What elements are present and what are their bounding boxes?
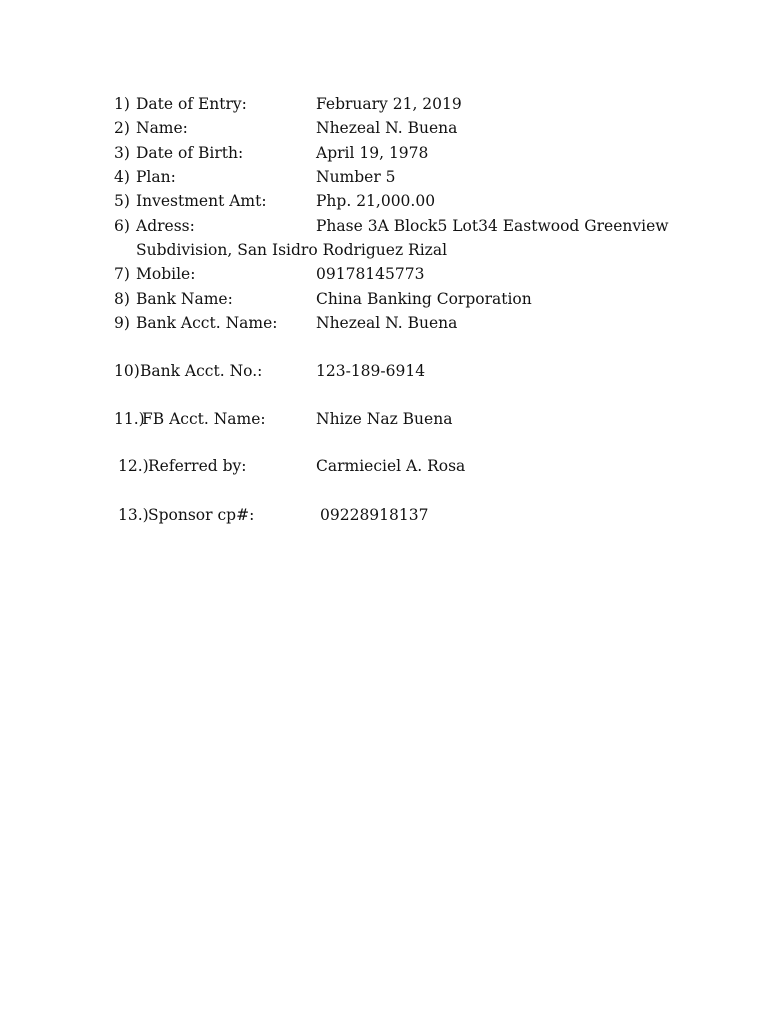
row-number: 7) bbox=[114, 265, 130, 283]
row-label: Mobile: bbox=[136, 265, 196, 283]
row-label: Referred by: bbox=[148, 457, 247, 475]
row-value: Number 5 bbox=[316, 168, 396, 186]
row-number: 11.) bbox=[114, 410, 145, 428]
row-number: 3) bbox=[114, 144, 130, 162]
form-row-investment-amount bbox=[114, 189, 674, 213]
row-value: April 19, 1978 bbox=[316, 144, 429, 162]
row-label: Sponsor cp#: bbox=[148, 506, 255, 524]
row-value: Nhezeal N. Buena bbox=[316, 119, 458, 137]
row-number: 5) bbox=[114, 192, 130, 210]
row-label: Adress: bbox=[136, 217, 195, 235]
row-label: FB Acct. Name: bbox=[142, 410, 266, 428]
form-row-date-of-birth bbox=[114, 141, 674, 165]
row-number: 4) bbox=[114, 168, 130, 186]
row-value: Nhezeal N. Buena bbox=[316, 314, 458, 332]
row-number: 1) bbox=[114, 95, 130, 113]
row-value: 09228918137 bbox=[320, 506, 429, 524]
row-value: 123-189-6914 bbox=[316, 362, 426, 380]
row-label: Investment Amt: bbox=[136, 192, 267, 210]
form-row-address-continued bbox=[114, 238, 674, 262]
row-label: Date of Birth: bbox=[136, 144, 244, 162]
row-label: Bank Acct. No.: bbox=[140, 362, 263, 380]
form-row-fb-account-name bbox=[114, 407, 674, 431]
row-label: Date of Entry: bbox=[136, 95, 247, 113]
row-number: 6) bbox=[114, 217, 130, 235]
form-row-bank-name bbox=[114, 287, 674, 311]
row-number: 9) bbox=[114, 314, 130, 332]
row-value: 09178145773 bbox=[316, 265, 425, 283]
form-row-bank-account-name bbox=[114, 311, 674, 335]
row-value: Carmieciel A. Rosa bbox=[316, 457, 466, 475]
form-row-address bbox=[114, 214, 674, 238]
row-value: China Banking Corporation bbox=[316, 290, 532, 308]
row-value-continued: Subdivision, San Isidro Rodriguez Rizal bbox=[136, 241, 448, 259]
row-number: 10) bbox=[114, 362, 140, 380]
row-value: Phase 3A Block5 Lot34 Eastwood Greenview bbox=[316, 217, 669, 235]
form-row-name bbox=[114, 116, 674, 140]
row-number: 12.) bbox=[118, 457, 149, 475]
row-label: Bank Name: bbox=[136, 290, 233, 308]
row-value: Nhize Naz Buena bbox=[316, 410, 453, 428]
form-row-date-of-entry bbox=[114, 92, 674, 116]
form-row-mobile bbox=[114, 262, 674, 286]
row-label: Bank Acct. Name: bbox=[136, 314, 278, 332]
row-label: Name: bbox=[136, 119, 188, 137]
form-row-plan bbox=[114, 165, 674, 189]
row-number: 2) bbox=[114, 119, 130, 137]
row-value: February 21, 2019 bbox=[316, 95, 462, 113]
row-label: Plan: bbox=[136, 168, 176, 186]
row-value: Php. 21,000.00 bbox=[316, 192, 436, 210]
form-row-referred-by bbox=[118, 454, 678, 478]
form-row-bank-account-number bbox=[114, 359, 674, 383]
row-number: 8) bbox=[114, 290, 130, 308]
row-number: 13.) bbox=[118, 506, 149, 524]
form-row-sponsor-cp bbox=[118, 503, 678, 527]
